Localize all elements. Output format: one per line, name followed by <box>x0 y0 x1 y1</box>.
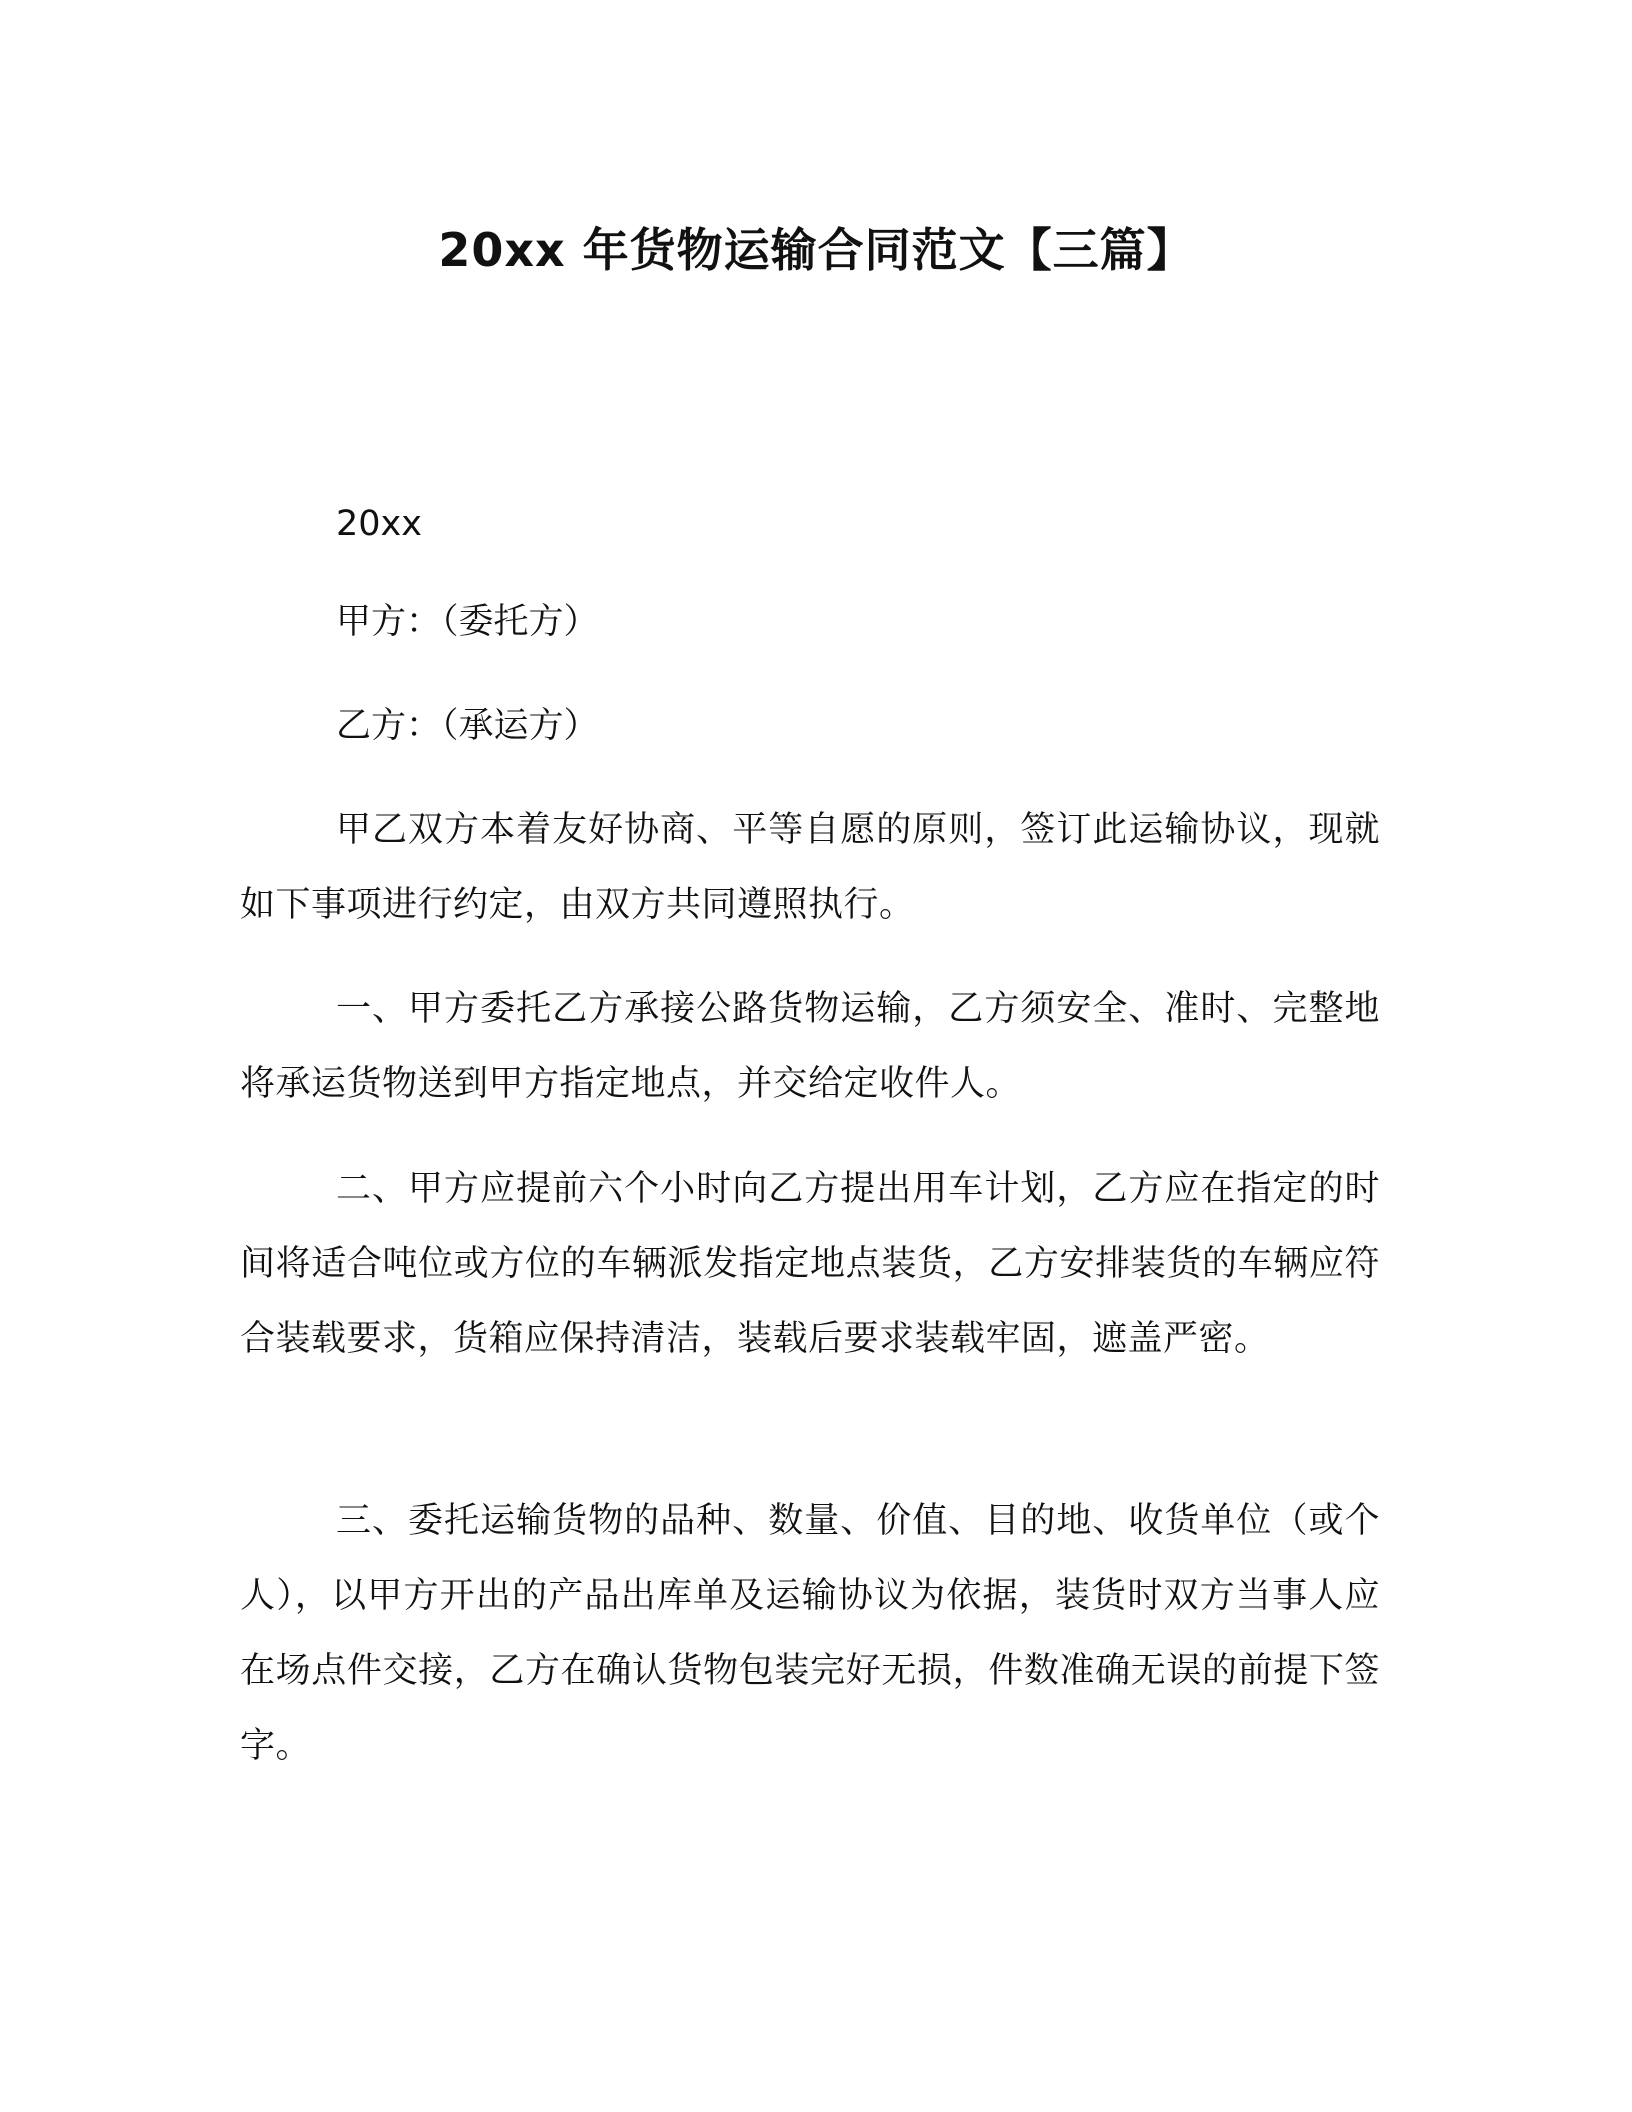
paragraph-intro: 甲乙双方本着友好协商、平等自愿的原则，签订此运输协议，现就如下事项进行约定，由双方共同遵照执行。 <box>240 810 1380 925</box>
paragraph-clause-3: 三、委托运输货物的品种、数量、价值、目的地、收货单位（或个人），以甲方开出的产品出库单及运输协议为依据，装货时双方当事人应在场点件交接，乙方在确认货物包装完好无损，件数准确无误的前提下签字。 <box>240 1501 1380 1766</box>
year-line: 20xx <box>336 504 422 544</box>
paragraph-clause-2: 二、甲方应提前六个小时向乙方提出用车计划，乙方应在指定的时间将适合吨位或方位的车辆派发指定地点装货，乙方安排装货的车辆应符合装载要求，货箱应保持清洁，装载后要求装载牢固，遮盖严密。 <box>240 1169 1380 1359</box>
party-a-line: 甲方：（委托方） <box>336 602 599 642</box>
paragraph-clause-1: 一、甲方委托乙方承接公路货物运输，乙方须安全、准时、完整地将承运货物送到甲方指定地点，并交给定收件人。 <box>240 989 1380 1104</box>
party-b-line: 乙方：（承运方） <box>336 706 599 746</box>
document-title: 20xx 年货物运输合同范文【三篇】 <box>438 223 1194 277</box>
